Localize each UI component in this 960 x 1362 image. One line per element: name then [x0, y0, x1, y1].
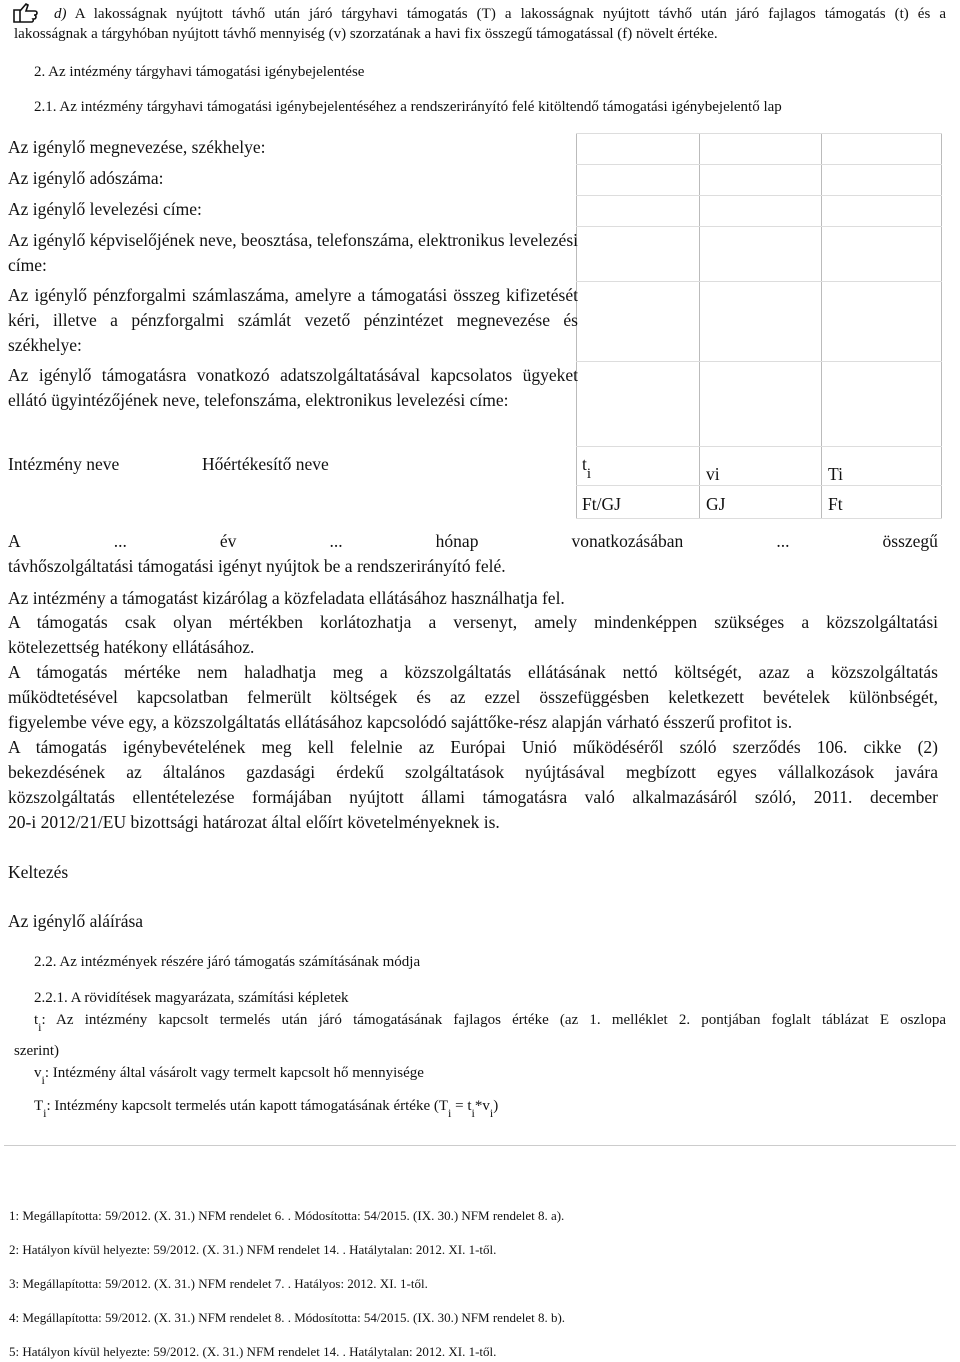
form-label-mailing-address: Az igénylő levelezési címe: — [8, 199, 202, 219]
pointing-hand-icon — [12, 2, 38, 24]
section-2-heading: 2. Az intézmény tárgyhavi támogatási igénybejelentése — [34, 64, 365, 80]
footnote-2: 2: Hatályon kívül helyezte: 59/2012. (X. 31.) NFM rendelet 14. . Hatálytalan: 2012. XI. 1-től. — [9, 1242, 497, 1257]
intro-line-2: lakosságnak a tárgyhóban nyújtott távhő mennyiség (v) szorzatának a havi fix összegű támogatással (f) növelt értéke. — [14, 26, 718, 42]
unit-t: Ft/GJ — [582, 494, 621, 514]
intro-line-1: A lakosságnak nyújtott távhő után járó tárgyhavi támogatás (T) a lakosságnak nyújtott távhő után járó fajlagos támogatás (t) és a — [74, 6, 946, 22]
def-v: $v_i$: Intézmény által vásárolt vagy termelt kapcsolt hő mennyisége — [34, 1065, 424, 1087]
declaration-p1: Az intézmény a támogatást kizárólag a közfeladata ellátásához használhatja fel. — [8, 588, 565, 608]
declaration-p2: A támogatás csak olyan mértékben korlátozhatja a versenyt, amely mindenképpen szükséges a közszolgáltatási kötelezettség hatékony ellátásához. — [8, 612, 938, 657]
request-form-table — [4, 133, 582, 446]
section-2-1-heading: 2.1. Az intézmény tárgyhavi támogatási igénybejelentéséhez a rendszerirányító felé kitöltendő támogatási igénybejelentő lap — [34, 99, 782, 115]
footnote-5: 5: Hatályon kívül helyezte: 59/2012. (X. 31.) NFM rendelet 14. . Hatálytalan: 2012. XI. 1-től. — [9, 1344, 497, 1359]
declaration-p3: A támogatás mértéke nem haladhatja meg a közszolgáltatás ellátásának nettó költségét, azaz a közszolgáltatás működtetésével kapcsolatban felmerült költségek és az ezzel összefüggésben keletkezett bevételek különbségét, figyelembe véve egy, a közszolgáltatás ellátásához kapcsolódó sajáttőke-rész alapján várható ésszerű profitot is. — [8, 662, 938, 732]
intro-marker: d) — [54, 6, 67, 22]
col-t: $t_i$ — [582, 454, 592, 482]
col-T: Ti — [828, 464, 843, 484]
col-institution-name: Intézmény neve — [8, 454, 120, 474]
def-t-cont: szerint) — [14, 1043, 59, 1059]
form-label-bank-account: Az igénylő pénzforgalmi számlaszáma, amelyre a támogatási összeg kifizetését kéri, illetve a pénzforgalmi számlát vezető pénzintézet megnevezése és székhelye: — [8, 285, 578, 355]
form-value-grid — [576, 133, 942, 519]
section-2-2-heading: 2.2. Az intézmények részére járó támogatás számításának módja — [34, 954, 421, 970]
col-heat-seller-name: Hőértékesítő neve — [202, 454, 329, 474]
footnote-1: 1: Megállapította: 59/2012. (X. 31.) NFM rendelet 6. . Módosította: 54/2015. (IX. 30.) NFM rendelet 8. a). — [9, 1208, 565, 1223]
def-T: $T_i$: Intézmény kapcsolt termelés után kapott támogatásának értéke $(T_i = t_i*v_i)$ — [34, 1098, 499, 1120]
section-2-2-1-heading: 2.2.1. A rövidítések magyarázata, számítási képletek — [34, 990, 349, 1006]
footnote-divider — [4, 1145, 956, 1146]
declaration-line-2: távhőszolgáltatási támogatási igényt nyújtok be a rendszerirányító felé. — [8, 556, 506, 576]
form-label-contact-person: Az igénylő támogatásra vonatkozó adatszolgáltatásával kapcsolatos ügyeket ellátó ügyintézőjének neve, telefonszáma, elektronikus levelezési címe: — [8, 365, 578, 410]
footnote-4: 4: Megállapította: 59/2012. (X. 31.) NFM rendelet 8. . Módosította: 54/2015. (IX. 30.) NFM rendelet 8. b). — [9, 1310, 566, 1325]
footnote-3: 3: Megállapította: 59/2012. (X. 31.) NFM rendelet 7. . Hatályos: 2012. XI. 1-től. — [9, 1276, 428, 1291]
unit-T: Ft — [828, 494, 843, 514]
signature-label: Az igénylő aláírása — [8, 911, 144, 931]
col-v: vi — [706, 464, 720, 484]
intro-paragraph — [54, 4, 946, 24]
form-label-representative: Az igénylő képviselőjének neve, beosztása, telefonszáma, elektronikus levelezési címe: — [8, 230, 578, 275]
form-label-tax-number: Az igénylő adószáma: — [8, 168, 164, 188]
declaration-p4: A támogatás igénybevételének meg kell felelnie az Európai Unió működéséről szóló szerződés 106. cikke (2) bekezdésének az általános gazdasági érdekű szolgáltatások nyújtásával megbízott egyes vállalkozások javára közszolgáltatás ellentételezése formájában nyújtott állami támogatásra való alkalmazásáról szóló, 2011. december 20-i 2012/21/EU bizottsági határozat által előírt követelményeknek is. — [8, 737, 938, 832]
declaration-line-1: A ... év ... hónap vonatkozásában ... összegű — [8, 531, 938, 551]
def-t: $t_i$: Az intézmény kapcsolt termelés után járó támogatásának fajlagos értéke (az 1. melléklet 2. pontjában foglalt táblázat E oszlopa — [34, 1012, 946, 1034]
form-label-name: Az igénylő megnevezése, székhelye: — [8, 137, 266, 157]
date-label: Keltezés — [8, 862, 69, 882]
unit-v: GJ — [706, 494, 726, 514]
